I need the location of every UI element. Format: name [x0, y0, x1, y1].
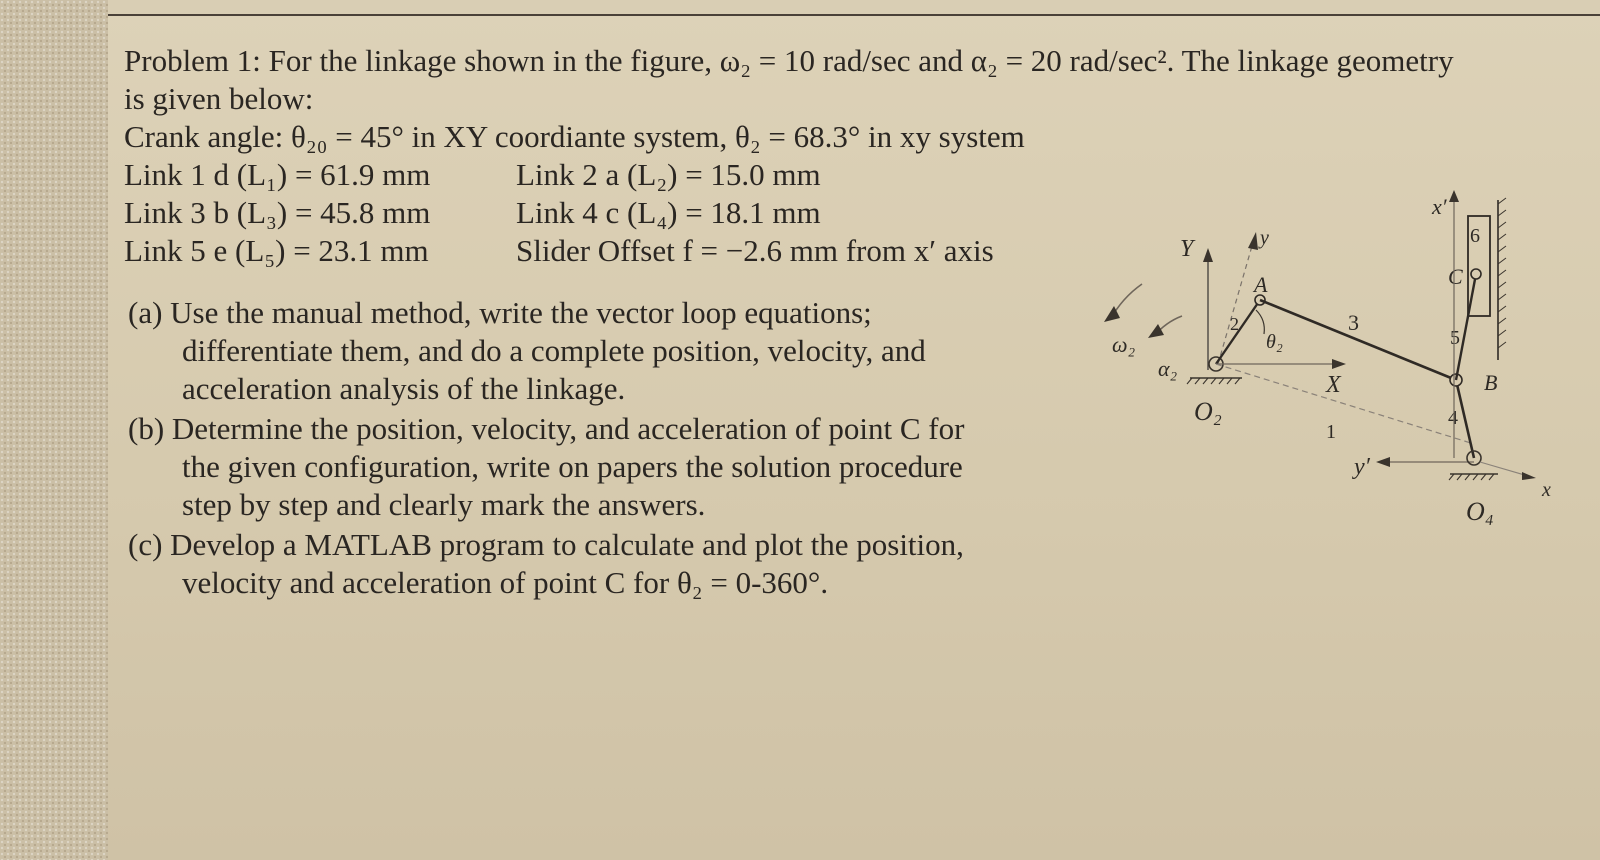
Y-axis-label: Y: [1180, 236, 1194, 262]
part-b-line-3: step by step and clearly mark the answers.: [182, 487, 706, 522]
x-prime-label: x′: [1432, 194, 1447, 219]
C-label: C: [1448, 264, 1463, 289]
part-a-line-1: (a) Use the manual method, write the vector loop equations;: [128, 295, 872, 330]
y-prime-arrowhead: [1376, 457, 1390, 467]
linkage-diagram: [1070, 180, 1590, 540]
link3-spec: Link 3 b (L₃) = 45.8 mm: [124, 195, 431, 230]
A-label: A: [1254, 272, 1268, 297]
page-margin-texture: [0, 0, 108, 860]
intro-line-1: Problem 1: For the linkage shown in the figure, ω₂ = 10 rad/sec and α₂ = 20 rad/sec². The linkage geometry: [124, 43, 1454, 78]
O4-label: O₄: [1466, 497, 1494, 526]
link-4-label: 4: [1448, 407, 1458, 429]
part-c-line-2: velocity and acceleration of point C for θ₂ = 0-360°.: [182, 565, 829, 600]
y-axis-local: [1218, 246, 1252, 364]
slider-guide-hatch: [1498, 198, 1506, 348]
link1-spec: Link 1 d (L₁) = 61.9 mm: [124, 157, 431, 192]
link-3-label: 3: [1348, 310, 1359, 335]
part-b-line-2: the given configuration, write on papers the solution procedure: [182, 449, 963, 484]
part-c-line-1: (c) Develop a MATLAB program to calculate and plot the position,: [128, 527, 964, 562]
Y-axis-arrowhead: [1203, 248, 1213, 262]
y-axis-label: y: [1260, 227, 1269, 249]
omega-label: ω₂: [1112, 332, 1136, 357]
link-2-label: 2: [1230, 314, 1239, 334]
y-axis-arrowhead: [1248, 232, 1258, 250]
linkage-svg: [1070, 180, 1590, 540]
link-4: [1456, 380, 1474, 458]
slider-offset-spec: Slider Offset f = −2.6 mm from x′ axis: [516, 233, 994, 268]
link-1-label: 1: [1326, 421, 1336, 443]
crank-angle-line: Crank angle: θ₂₀ = 45° in XY coordiante system, θ₂ = 68.3° in xy system: [124, 119, 1025, 154]
X-axis-label: X: [1326, 372, 1341, 398]
alpha-label: α₂: [1158, 356, 1178, 381]
theta2-arc: [1256, 310, 1264, 334]
X-axis-arrowhead: [1332, 359, 1346, 369]
link-6-label: 6: [1470, 225, 1480, 247]
link-1: [1216, 364, 1474, 444]
link4-spec: Link 4 c (L₄) = 18.1 mm: [516, 195, 821, 230]
top-border: [108, 0, 1600, 16]
part-a-line-3: acceleration analysis of the linkage.: [182, 371, 626, 406]
x-axis-right-label: x: [1542, 479, 1551, 501]
B-label: B: [1484, 370, 1498, 395]
O2-label: O₂: [1194, 397, 1222, 426]
part-b-line-1: (b) Determine the position, velocity, and acceleration of point C for: [128, 411, 965, 446]
x-prime-arrowhead: [1449, 190, 1459, 202]
joint-C: [1471, 269, 1481, 279]
intro-line-2: is given below:: [124, 81, 314, 116]
ground-O2-hatch: [1187, 378, 1240, 384]
link2-spec: Link 2 a (L₂) = 15.0 mm: [516, 157, 821, 192]
ground-O4-hatch: [1449, 474, 1494, 480]
link5-spec: Link 5 e (L₅) = 23.1 mm: [124, 233, 429, 268]
link-5-label: 5: [1450, 327, 1460, 349]
x-axis-right-arrowhead: [1522, 472, 1536, 480]
theta2-label: θ₂: [1266, 331, 1283, 353]
y-prime-label: y′: [1354, 454, 1370, 480]
alpha-arrowhead: [1148, 324, 1164, 338]
part-a-line-2: differentiate them, and do a complete position, velocity, and: [182, 333, 926, 368]
